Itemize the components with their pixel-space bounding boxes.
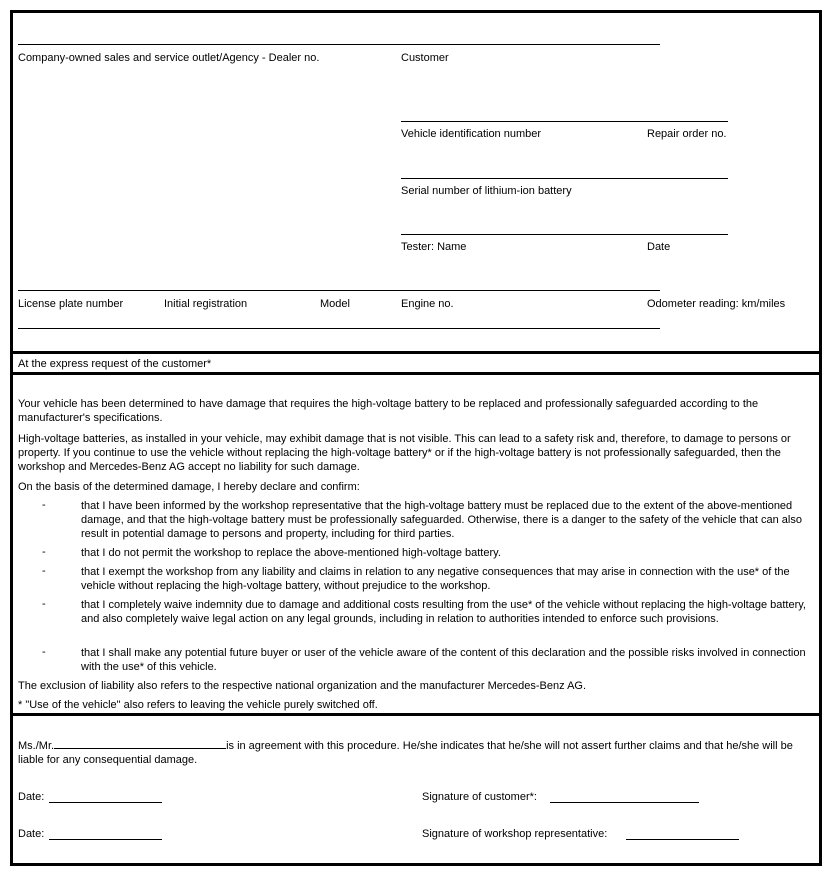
repair-order-label: Repair order no. (647, 128, 727, 140)
customer-signature-label: Signature of customer*: (422, 791, 537, 803)
section-divider-1 (10, 351, 822, 354)
engine-label: Engine no. (401, 298, 454, 310)
list-item-text: that I shall make any potential future buyer or user of the vehicle aware of the content of this declaration and the possible risks involved in connection with the use* of this vehicle. (81, 647, 806, 673)
bullet-marker: - (42, 546, 46, 558)
date-label: Date (647, 241, 671, 253)
vin-label: Vehicle identification number (401, 128, 542, 140)
footnote-text: * "Use of the vehicle" also refers to leaving the vehicle purely switched off. (18, 699, 378, 711)
date-label-2: Date: (18, 828, 45, 840)
model-label: Model (320, 298, 350, 310)
license-plate-label: License plate number (18, 298, 124, 310)
customer-signature-field[interactable] (550, 802, 699, 803)
section-title: At the express request of the customer* (18, 358, 212, 370)
agreement-text (18, 738, 808, 767)
bullet-marker: - (42, 598, 46, 610)
vehicle-info-bottom-line (18, 328, 660, 329)
exclusion-text: The exclusion of liability also refers to the respective national organization and the manufacturer Mercedes-Benz AG. (18, 680, 587, 692)
bullet-marker: - (42, 646, 46, 658)
initial-registration-label: Initial registration (164, 298, 248, 310)
workshop-signature-label: Signature of workshop representative: (422, 828, 608, 840)
list-item-text: that I have been informed by the workshop representative that the high-voltage battery must be replaced due to the extent of the above-mentioned damage, and that the high-voltage battery must be professionally safeguarded. Otherwise, there is a danger to the safety of the vehicle that can also result in potential damage to persons and property, including for third parties. (81, 500, 802, 540)
customer-label: Customer (401, 52, 449, 64)
list-item-text: that I do not permit the workshop to replace the above-mentioned high-voltage battery. (81, 547, 501, 559)
tester-line (401, 234, 728, 235)
date-field-1[interactable] (49, 802, 162, 803)
body-paragraph-2: High-voltage batteries, as installed in your vehicle, may exhibit damage that is not visible. This can lead to a safety risk and, therefore, to damage to persons or property. If you continue to use the vehicle without replacing the high-voltage battery* or if the high-voltage battery is not professionally safeguarded, then the workshop and Mercedes-Benz AG accept no liability for such damage. (18, 433, 791, 473)
body-paragraph-1: Your vehicle has been determined to have damage that requires the high-voltage battery to be replaced and professionally safeguarded according to the manufacturer's specifications. (18, 398, 759, 424)
tester-label: Tester: Name (401, 241, 467, 253)
odometer-label: Odometer reading: km/miles (647, 298, 786, 310)
vehicle-info-line (18, 290, 660, 291)
customer-name-field[interactable] (54, 738, 226, 749)
vin-line (401, 121, 728, 122)
agreement-prefix: Ms./Mr. (18, 740, 55, 752)
agreement-suffix: is in agreement with this procedure. He/she indicates that he/she will not assert further claims and that he/she will be liable for any consequential damage. (18, 740, 793, 766)
section-divider-3 (10, 713, 822, 716)
list-item-text: that I exempt the workshop from any liability and claims in relation to any negative consequences that may arise in connection with the use* of the vehicle without replacing the high-voltage battery, without prejudice to the workshop. (81, 566, 790, 592)
bullet-marker: - (42, 499, 46, 511)
body-paragraph-3: On the basis of the determined damage, I hereby declare and confirm: (18, 481, 360, 493)
workshop-signature-field[interactable] (626, 839, 739, 840)
battery-serial-line (401, 178, 728, 179)
list-item-text: that I completely waive indemnity due to damage and additional costs resulting from the use* of the vehicle without replacing the high-voltage battery, and also completely waive legal action on any legal grounds, including in relation to authorities intended to enforce such provisions. (81, 599, 806, 625)
bullet-marker: - (42, 565, 46, 577)
date-field-2[interactable] (49, 839, 162, 840)
section-divider-2 (10, 372, 822, 375)
dealer-label: Company-owned sales and service outlet/Agency - Dealer no. (18, 52, 320, 64)
battery-serial-label: Serial number of lithium-ion battery (401, 185, 572, 197)
dealer-customer-line (18, 44, 660, 45)
date-label-1: Date: (18, 791, 45, 803)
